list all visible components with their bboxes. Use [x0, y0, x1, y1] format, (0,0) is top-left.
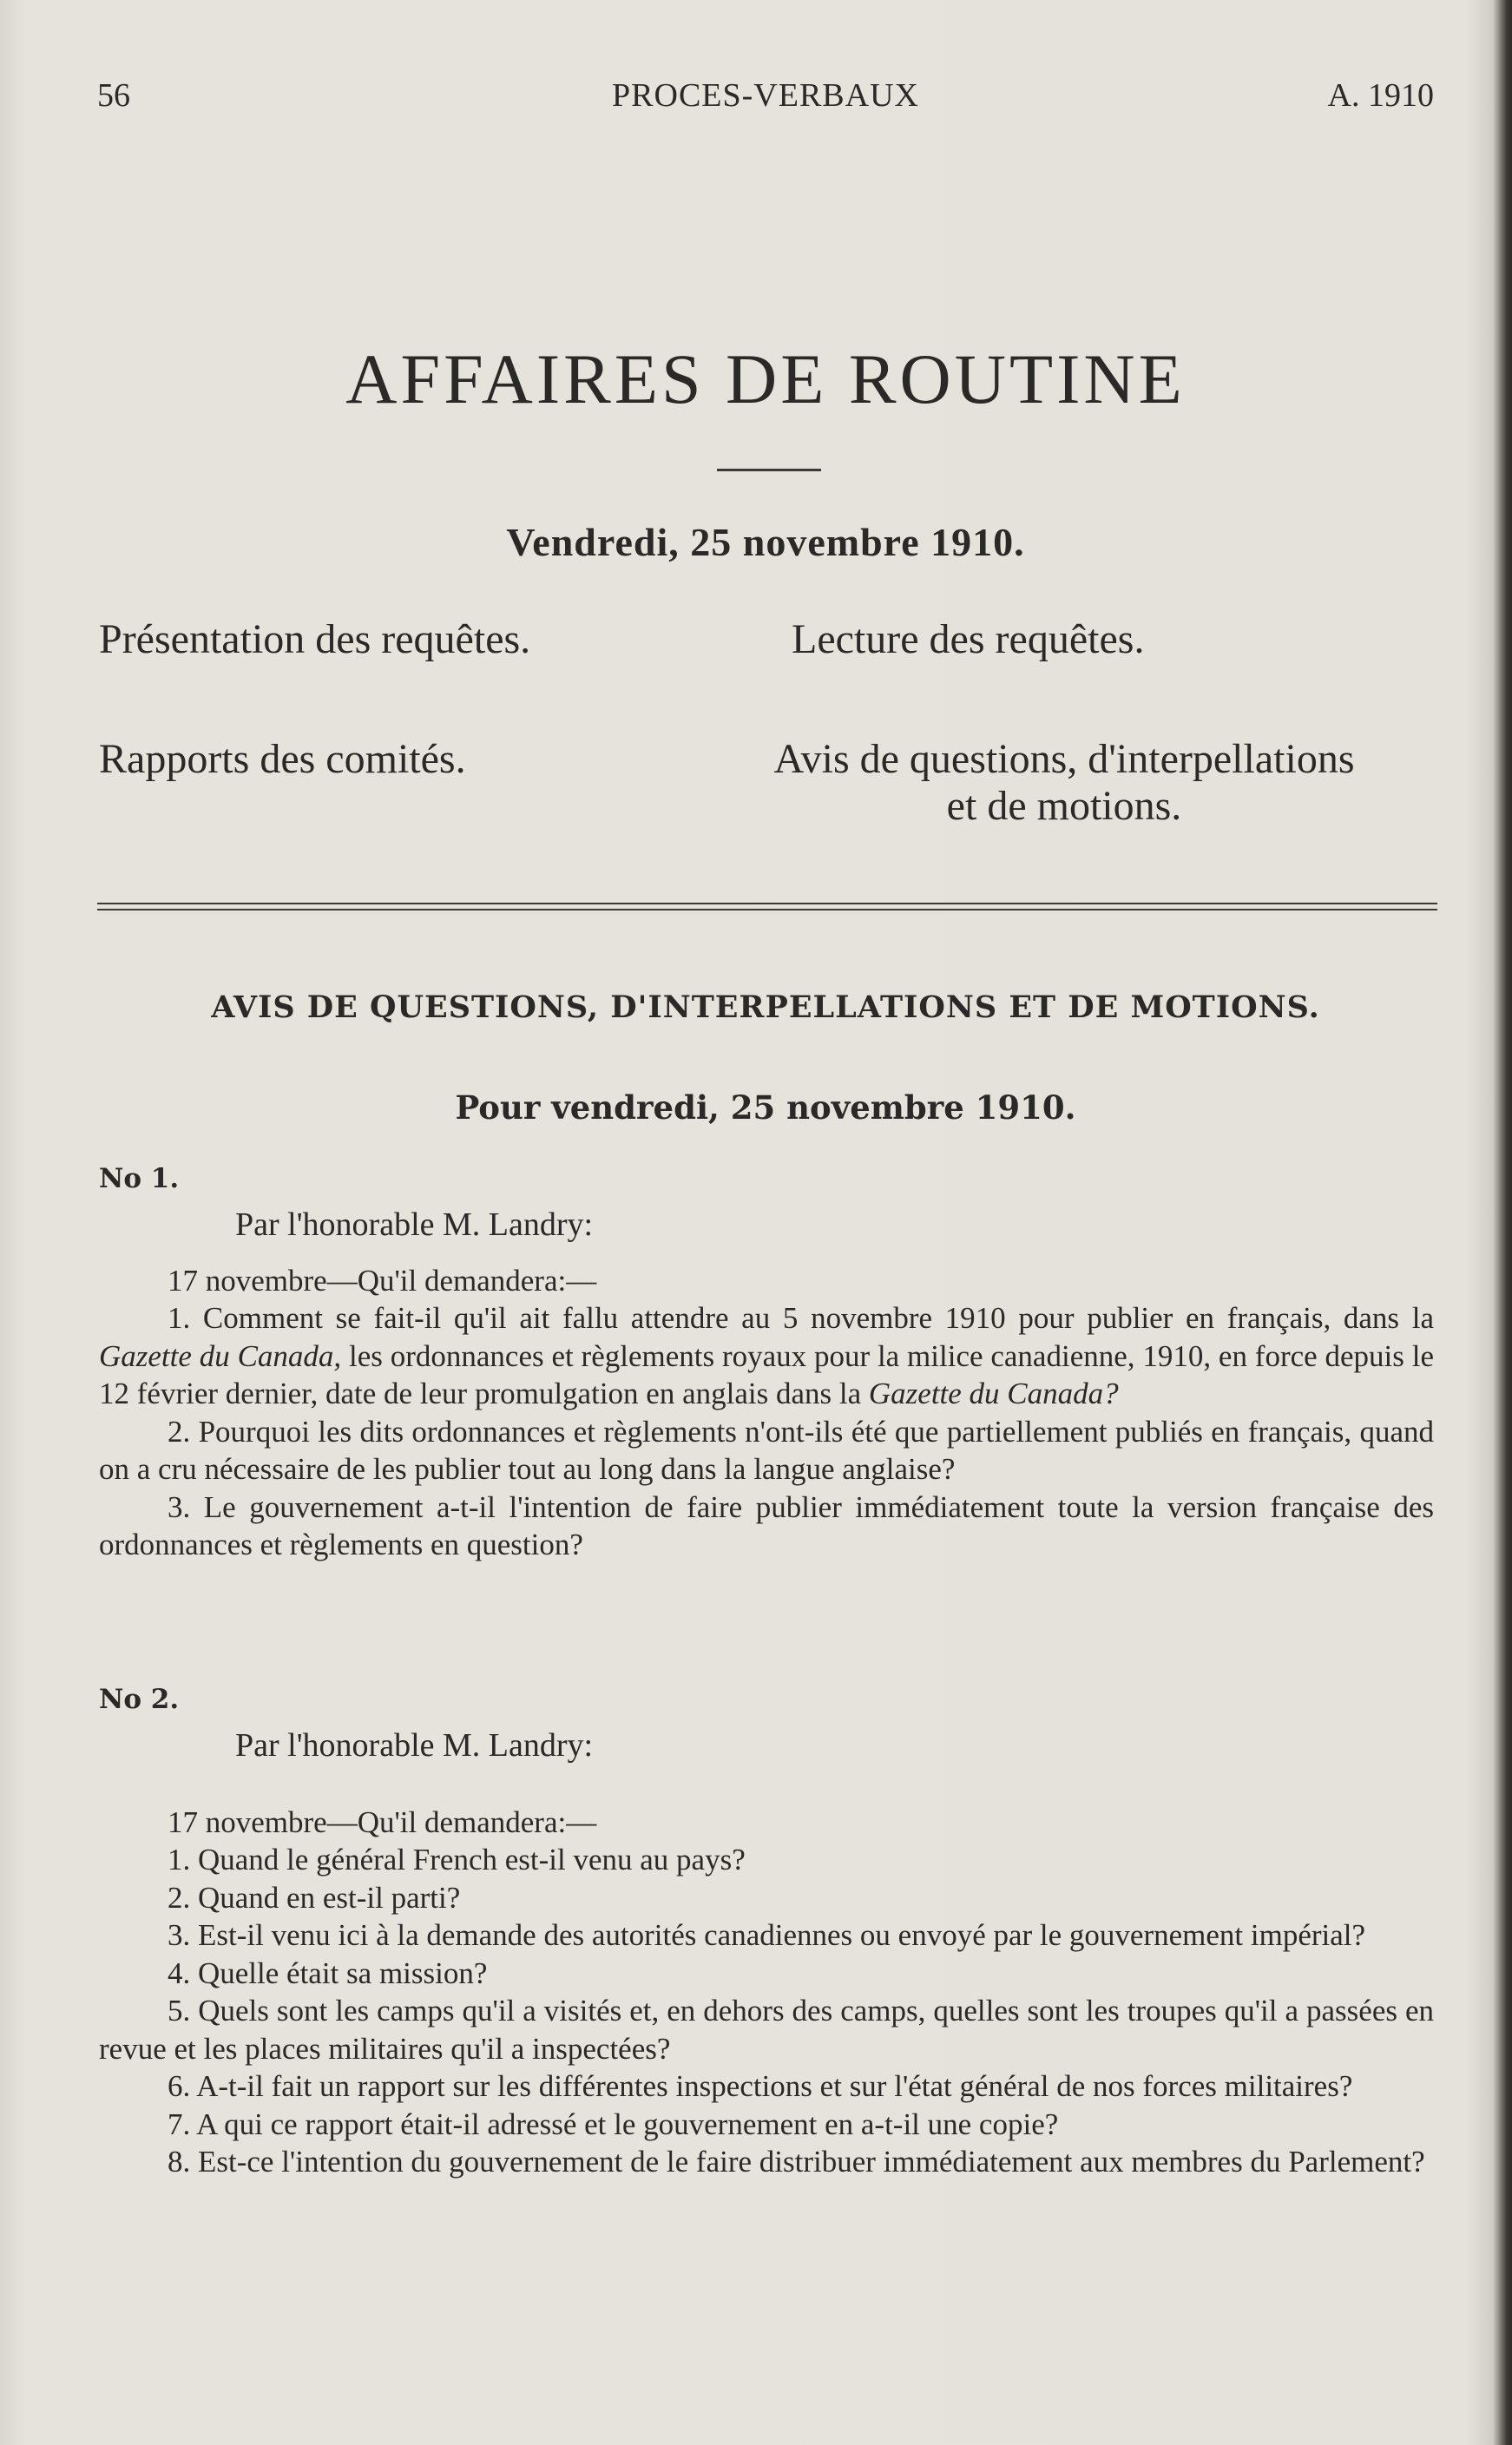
order-item-avis-line2: et de motions.	[946, 783, 1182, 829]
question-item: 2. Quand en est-il parti?	[168, 1880, 461, 1915]
header-year: A. 1910	[1327, 77, 1434, 114]
order-item-avis	[682, 736, 1446, 830]
question-item: 4. Quelle était sa mission?	[168, 1955, 488, 1990]
question-author: Par l'honorable M. Landry:	[235, 1206, 594, 1243]
italic-gazette: Gazette du Canada?	[868, 1377, 1119, 1410]
pour-date: Pour vendredi, 25 novembre 1910.	[455, 1088, 1076, 1127]
order-item-avis-line1: Avis de questions, d'interpellations	[773, 736, 1355, 782]
divider-line-bottom	[97, 909, 1437, 910]
divider-line-top	[97, 903, 1437, 904]
page-number: 56	[97, 77, 130, 114]
order-item-lecture: Lecture des requêtes.	[792, 616, 1145, 662]
order-item-presentation: Présentation des requêtes.	[99, 616, 531, 662]
date-heading: Vendredi, 25 novembre 1910.	[506, 520, 1025, 564]
question-item: 7. A qui ce rapport était-il adressé et le gouvernement en a-t-il une copie?	[168, 2107, 1059, 2141]
question-paragraph-1	[99, 1299, 1434, 1413]
question-author: Par l'honorable M. Landry:	[235, 1727, 594, 1764]
question-block-1	[99, 1161, 1434, 1564]
running-header	[97, 76, 1434, 120]
question-paragraph-3: 3. Le gouvernement a-t-il l'intention de faire publier immédiatement toute la version française des ordonnances et règlements en question?	[99, 1489, 1434, 1561]
page-title: AFFAIRES DE ROUTINE	[345, 339, 1186, 418]
italic-gazette: Gazette du Canada,	[99, 1338, 342, 1373]
question-paragraph-2: 2. Pourquoi les dits ordonnances et règlements n'ont-ils été que partiellement publiés en français, quand on a cru nécessaire de les publier tout au long dans la langue anglaise?	[99, 1414, 1434, 1486]
text-run: les ordonnances et règlements royaux pour la milice canadienne, 1910, en force depuis le 12 février dernier, date de leur promulgation en anglais dans la	[99, 1338, 1434, 1410]
running-title: PROCES-VERBAUX	[612, 77, 919, 114]
question-item: 8. Est-ce l'intention du gouvernement de le faire distribuer immédiatement aux membres du Parlement?	[168, 2145, 1425, 2179]
text-run: 1. Comment se fait-il qu'il ait fallu attendre au 5 novembre 1910 pour publier en français, dans la	[168, 1301, 1434, 1335]
question-item: 1. Quand le général French est-il venu au pays?	[168, 1843, 746, 1876]
section-divider	[97, 903, 1437, 911]
question-intro: 17 novembre—Qu'il demandera:—	[168, 1804, 597, 1839]
section-title: AVIS DE QUESTIONS, D'INTERPELLATIONS ET DE MOTIONS.	[211, 989, 1320, 1025]
question-number: No 1.	[99, 1163, 180, 1194]
question-number: No 2.	[99, 1684, 180, 1715]
question-item: 6. A-t-il fait un rapport sur les différentes inspections et sur l'état général de nos forces militaires?	[168, 2069, 1353, 2103]
title-rule	[717, 469, 821, 471]
question-item: 5. Quels sont les camps qu'il a visités et, en dehors des camps, quelles sont les troupes qu'il a passées en revue et les places militaires qu'il a inspectées?	[99, 1994, 1434, 2066]
question-intro: 17 novembre—Qu'il demandera:—	[168, 1263, 597, 1298]
question-block-2	[99, 1682, 1434, 2181]
question-item: 3. Est-il venu ici à la demande des autorités canadiennes ou envoyé par le gouvernement impérial?	[168, 1918, 1366, 1952]
order-item-rapports: Rapports des comités.	[99, 736, 466, 782]
